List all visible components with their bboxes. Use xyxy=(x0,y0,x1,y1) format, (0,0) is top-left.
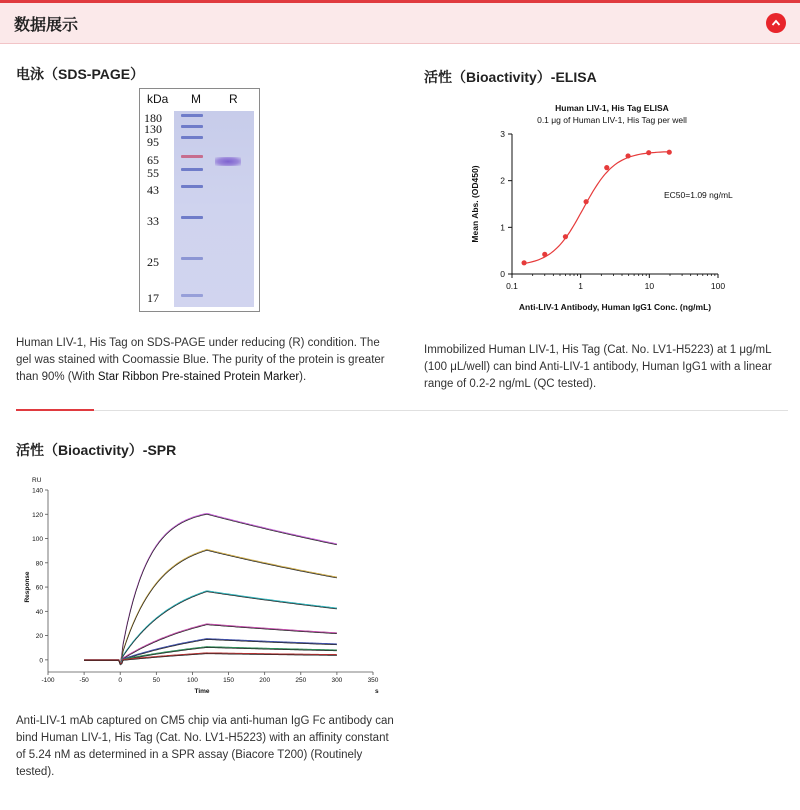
spr-x-tick-label: 350 xyxy=(367,677,379,684)
elisa-y-tick-label: 2 xyxy=(500,175,505,186)
marker-95: 95 xyxy=(147,135,159,149)
spr-description: Anti-LIV-1 mAb captured on CM5 chip via anti-human IgG Fc antibody can bind Human LIV-1, His Tag (Cat. No. LV1-H5223) with an affinity constant of 5.24 nM as determined in a SPR assay (Biacore T200) (Routinely tested). xyxy=(16,715,394,778)
collapse-button[interactable] xyxy=(766,13,786,33)
spr-y-unit: RU xyxy=(32,477,42,484)
spr-x-tick-label: 250 xyxy=(295,677,307,684)
sds-page-gel-image xyxy=(139,88,260,312)
elisa-y-tick-label: 1 xyxy=(500,222,505,233)
spr-y-tick-label: 100 xyxy=(32,536,43,544)
elisa-title: 活性（Bioactivity）-ELISA xyxy=(424,69,597,85)
data-display-header xyxy=(0,0,800,44)
sds-desc-end: ). xyxy=(299,371,307,383)
spr-y-label: Response xyxy=(24,571,31,603)
spr-x-tick-label: -50 xyxy=(79,677,89,684)
spr-x-tick-label: -100 xyxy=(41,677,55,684)
marker-25: 25 xyxy=(147,255,159,269)
sds-page-title: 电泳（SDS-PAGE） xyxy=(16,66,145,82)
elisa-data-point xyxy=(542,252,547,257)
spr-x-unit: s xyxy=(375,688,379,695)
elisa-x-tick-label: 0.1 xyxy=(506,281,518,291)
spr-y-tick-label: 140 xyxy=(32,487,43,495)
marker-55: 55 xyxy=(147,166,159,180)
elisa-description: Immobilized Human LIV-1, His Tag (Cat. No. LV1-H5223) at 1 μg/mL (100 μL/well) can bind Anti-LIV-1 antibody, Human IgG1 with a linear range of 0.2-2 ng/mL (QC tested). xyxy=(424,344,772,390)
spr-x-tick-label: 200 xyxy=(259,677,271,684)
spr-chart xyxy=(18,472,388,702)
gel-lanes xyxy=(174,111,254,307)
lane-m-label: M xyxy=(191,92,201,106)
elisa-chart xyxy=(462,96,762,318)
elisa-x-label: Anti-LIV-1 Antibody, Human IgG1 Conc. (ng/mL) xyxy=(518,302,712,312)
marker-180: 180 xyxy=(144,111,162,125)
marker-43: 43 xyxy=(147,183,159,197)
spr-curve-1-fit xyxy=(84,514,337,664)
sds-page-description xyxy=(16,335,386,386)
elisa-x-tick-label: 100 xyxy=(710,281,726,291)
elisa-data-point xyxy=(563,234,568,239)
elisa-y-tick-label: 0 xyxy=(500,269,505,279)
sds-desc-text: Human LIV-1, His Tag on SDS-PAGE under reducing (R) condition. The gel was stained with Coomassie Blue. The purity of the protein is greater than 90% (With xyxy=(16,337,385,383)
spr-x-tick-label: 150 xyxy=(223,677,234,684)
star-ribbon-marker-link[interactable]: Star Ribbon Pre-stained Protein Marker xyxy=(97,371,300,383)
spr-x-tick-label: 100 xyxy=(187,677,198,684)
header-title: 数据展示 xyxy=(14,17,79,34)
marker-130: 130 xyxy=(144,122,162,136)
spr-curve-1 xyxy=(84,514,337,664)
spr-x-tick-label: 300 xyxy=(331,677,343,684)
spr-y-tick-label: 80 xyxy=(35,560,43,568)
elisa-x-tick-label: 1 xyxy=(578,281,584,291)
spr-y-tick-label: 120 xyxy=(32,511,43,519)
spr-title: 活性（Bioactivity）-SPR xyxy=(16,442,177,458)
elisa-y-label: Mean Abs. (OD450) xyxy=(470,165,480,243)
spr-y-tick-label: 20 xyxy=(35,633,43,641)
elisa-chart-subtitle: 0.1 μg of Human LIV-1, His Tag per well xyxy=(537,115,687,125)
chevron-up-icon xyxy=(771,18,781,28)
elisa-fit-curve xyxy=(524,152,669,264)
elisa-data-point xyxy=(667,150,672,155)
elisa-data-point xyxy=(604,165,609,170)
section-divider-accent xyxy=(16,409,94,411)
elisa-x-tick-label: 10 xyxy=(644,281,655,291)
marker-65: 65 xyxy=(147,153,159,167)
kda-label: kDa xyxy=(147,92,169,106)
elisa-chart-title: Human LIV-1, His Tag ELISA xyxy=(555,103,669,113)
spr-y-tick-label: 40 xyxy=(35,608,43,616)
spr-y-tick-label: 0 xyxy=(39,657,43,665)
spr-y-tick-label: 60 xyxy=(35,584,43,592)
sample-band xyxy=(215,157,241,166)
elisa-y-tick-label: 3 xyxy=(500,129,505,139)
marker-33: 33 xyxy=(147,214,159,228)
marker-17: 17 xyxy=(147,291,159,305)
elisa-data-point xyxy=(521,260,526,265)
elisa-data-point xyxy=(584,199,589,204)
spr-x-tick-label: 0 xyxy=(118,677,123,684)
lane-r-label: R xyxy=(229,92,238,106)
section-divider xyxy=(16,410,788,411)
spr-x-tick-label: 50 xyxy=(152,677,160,684)
elisa-data-point xyxy=(646,150,651,155)
elisa-data-point xyxy=(625,153,630,158)
spr-x-label: Time xyxy=(194,688,210,695)
ec50-annotation: EC50=1.09 ng/mL xyxy=(664,190,733,200)
